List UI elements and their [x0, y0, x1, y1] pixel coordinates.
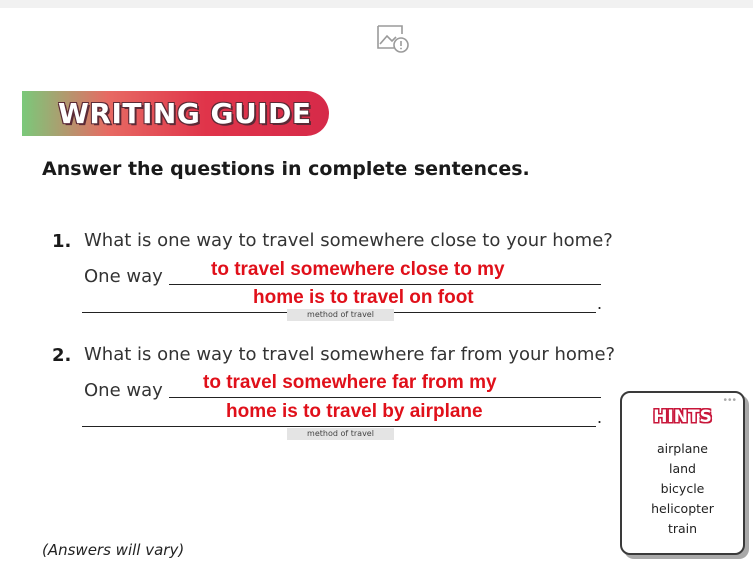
- period: .: [597, 293, 603, 313]
- hint-item: airplane: [657, 441, 708, 456]
- method-of-travel-tag: method of travel: [287, 309, 394, 321]
- hint-item: helicopter: [651, 501, 714, 516]
- question-number: 2.: [52, 345, 72, 366]
- hint-item: train: [667, 521, 698, 536]
- answer-text: to travel somewhere far from my: [203, 372, 497, 393]
- answer-prefix: One way: [84, 266, 163, 287]
- section-title: WRITING GUIDE: [58, 97, 312, 130]
- question-number: 1.: [52, 231, 72, 252]
- answer-prefix: One way: [84, 380, 163, 401]
- answer-line: [169, 284, 601, 285]
- answers-vary-note: (Answers will vary): [42, 541, 185, 559]
- answer-text: home is to travel by airplane: [226, 401, 483, 422]
- period: .: [597, 407, 603, 427]
- question-text: What is one way to travel somewhere far from your home?: [84, 344, 616, 365]
- worksheet-page: [0, 8, 753, 563]
- hint-item: bicycle: [660, 481, 705, 496]
- hints-box: [620, 391, 745, 555]
- more-options-icon: •••: [723, 395, 737, 406]
- answer-line: [169, 397, 601, 398]
- answer-line: [82, 426, 596, 427]
- instruction-text: Answer the questions in complete sentences.: [42, 158, 530, 180]
- answer-text: to travel somewhere close to my: [211, 259, 505, 280]
- question-text: What is one way to travel somewhere close to your home?: [84, 230, 613, 251]
- method-of-travel-tag: method of travel: [287, 428, 394, 440]
- image-placeholder-icon: [376, 22, 410, 54]
- hints-list: [622, 439, 743, 539]
- hints-title: HINTS: [653, 407, 712, 427]
- answer-text: home is to travel on foot: [253, 287, 474, 308]
- hint-item: land: [669, 461, 696, 476]
